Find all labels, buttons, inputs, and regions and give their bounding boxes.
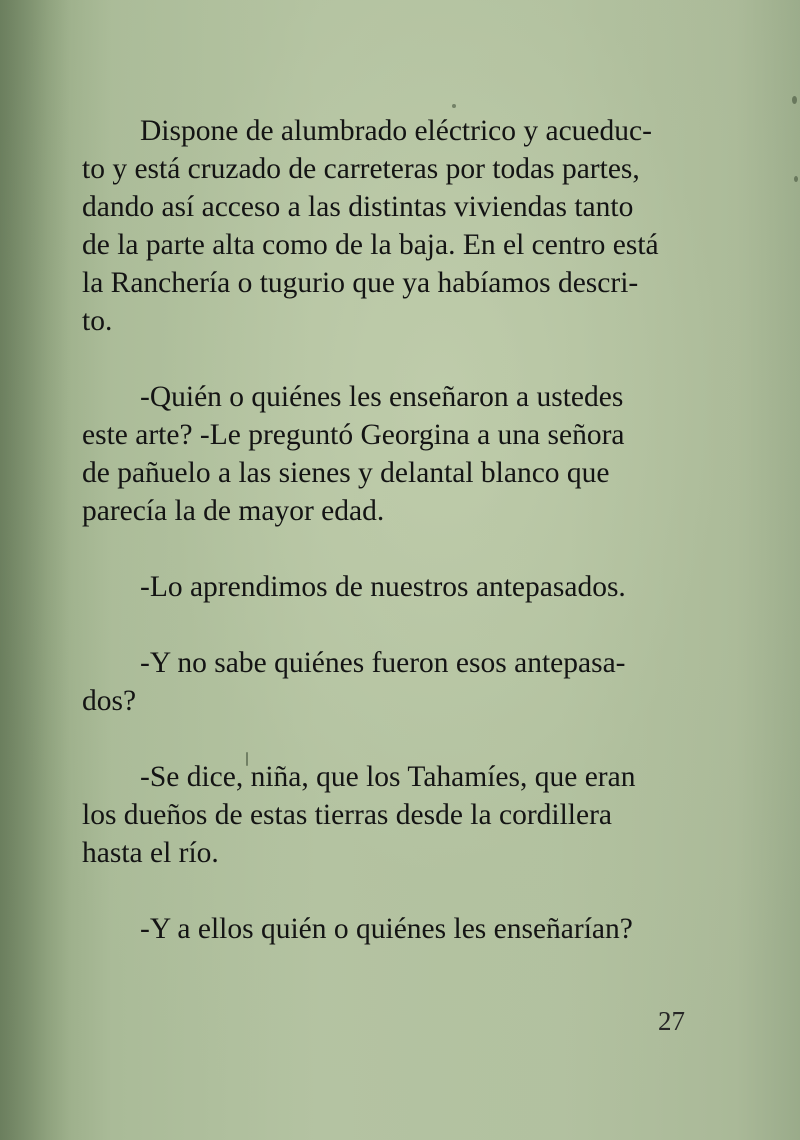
text-line: -Lo aprendimos de nuestros antepasados. [140, 571, 626, 603]
paper-speck [452, 104, 456, 108]
text-line: parecía la de mayor edad. [82, 495, 385, 527]
text-line: la Ranchería o tugurio que ya habíamos descri- [82, 267, 639, 299]
text-line: de la parte alta como de la baja. En el centro está [82, 229, 659, 261]
text-line: to y está cruzado de carreteras por todas partes, [82, 153, 640, 185]
text-line: este arte? -Le preguntó Georgina a una señora [82, 419, 625, 451]
paper-speck [792, 96, 797, 104]
paragraph-1 [82, 112, 702, 340]
paragraph-2 [82, 378, 702, 530]
paragraph-3 [82, 568, 702, 606]
paper-speck [794, 176, 798, 182]
paragraph-4 [82, 644, 702, 720]
text-line: -Se dice, niña, que los Tahamíes, que eran [140, 761, 636, 793]
text-line: de pañuelo a las sienes y delantal blanco que [82, 457, 610, 489]
text-line: -Y no sabe quiénes fueron esos antepasa- [140, 647, 626, 679]
text-line: to. [82, 305, 113, 337]
text-line: dos? [82, 685, 137, 717]
page-number: 27 [658, 1006, 685, 1036]
body-text [82, 112, 702, 986]
text-line: -Y a ellos quién o quiénes les enseñarían? [140, 913, 633, 945]
paragraph-6 [82, 910, 702, 948]
text-line: los dueños de estas tierras desde la cordillera [82, 799, 612, 831]
paragraph-5 [82, 758, 702, 872]
text-line: hasta el río. [82, 837, 219, 869]
text-line: Dispone de alumbrado eléctrico y acueduc- [140, 115, 652, 147]
text-line: dando así acceso a las distintas viviendas tanto [82, 191, 634, 223]
page-edge-shadow [0, 0, 70, 1140]
text-line: -Quién o quiénes les enseñaron a ustedes [140, 381, 624, 413]
